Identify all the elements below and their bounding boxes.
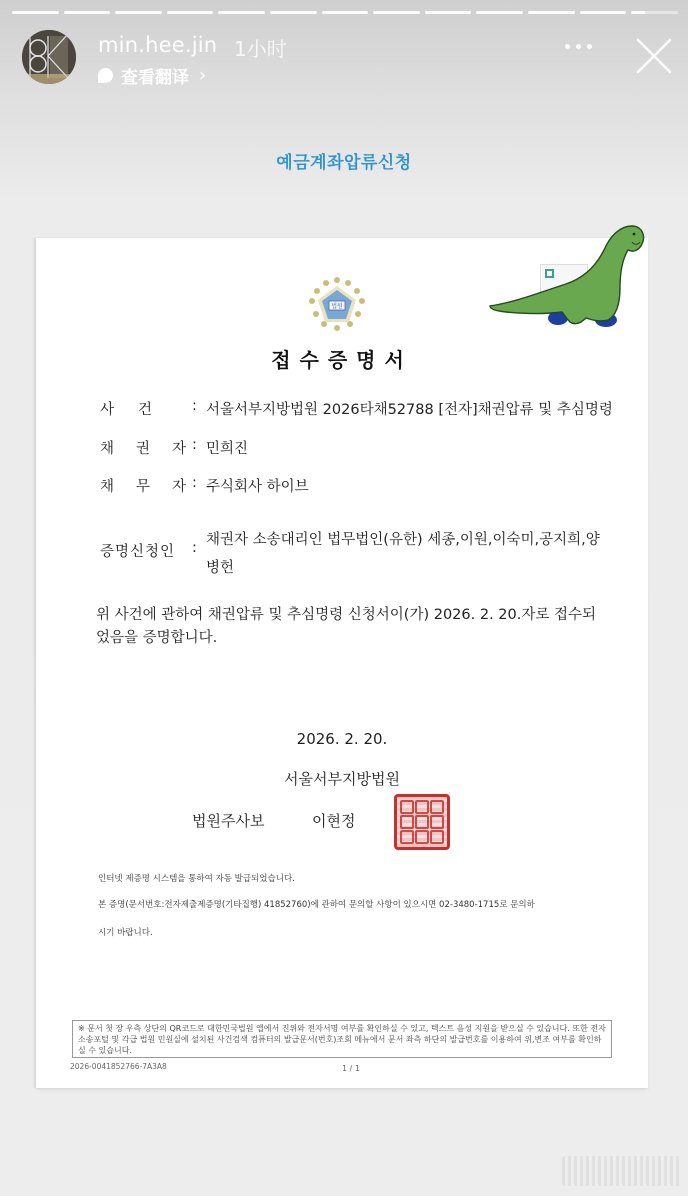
field-creditor bbox=[100, 437, 248, 458]
progress-segment bbox=[631, 11, 678, 14]
post-time: 1小时 bbox=[234, 37, 287, 61]
colon: : bbox=[192, 540, 197, 556]
chevron-right-icon: › bbox=[199, 65, 207, 86]
progress-segment bbox=[64, 11, 111, 14]
see-translation-button[interactable] bbox=[98, 63, 206, 88]
notice-line: 인터넷 제증명 시스템을 통하여 자동 발급되었습니다. bbox=[98, 874, 295, 884]
progress-segment bbox=[12, 11, 59, 14]
story-progress-bar bbox=[12, 11, 678, 15]
notice-line: 본 증명(문서번호:전자제출제증명(기타집행) 41852760)에 관하여 문의할 사항이 있으시면 02-3480-1715로 문의하 bbox=[98, 900, 535, 910]
colon: : bbox=[192, 437, 197, 453]
field-label: 사 건 bbox=[100, 402, 152, 418]
court-name: 서울서부지방법원 bbox=[284, 770, 400, 788]
progress-segment bbox=[528, 11, 575, 14]
field-value-debtor: 주식회사 하이브 bbox=[206, 479, 309, 495]
clerk-role: 법원주사보 bbox=[192, 812, 265, 830]
avatar[interactable] bbox=[22, 30, 76, 84]
field-label: 채 권 자 bbox=[100, 441, 186, 457]
certificate-title: 접수증명서 bbox=[271, 348, 413, 372]
colon: : bbox=[192, 398, 197, 414]
field-case bbox=[100, 398, 613, 419]
certification-statement: 위 사건에 관하여 채권압류 및 추심명령 신청서이(가) 2026. 2. 20.자로 접수되었음을 증명합니다. bbox=[96, 607, 596, 646]
avatar-image-icon bbox=[22, 30, 76, 84]
more-dot-icon bbox=[565, 44, 570, 49]
certificate-document bbox=[36, 238, 648, 1088]
colon: : bbox=[192, 475, 197, 491]
court-seal-icon bbox=[394, 794, 450, 850]
progress-segment bbox=[270, 11, 317, 14]
more-dot-icon bbox=[576, 44, 581, 49]
progress-segment bbox=[167, 11, 214, 14]
court-emblem-icon bbox=[308, 276, 366, 332]
progress-segment bbox=[322, 11, 369, 14]
progress-segment bbox=[580, 11, 627, 14]
field-debtor bbox=[100, 475, 309, 496]
svg-text:법원: 법원 bbox=[331, 303, 343, 310]
watermark bbox=[562, 1156, 682, 1186]
more-options-button[interactable] bbox=[565, 44, 592, 49]
notice-line: 시기 바랍니다. bbox=[98, 928, 153, 938]
verification-notice-box: ※ 문서 첫 장 우측 상단의 QR코드로 대한민국법원 앱에서 진위와 전자서명 여부를 확인하실 수 있고, 텍스트 음성 지원을 받으실 수 있습니다. 또한 전자소송포털 및 각급 법원 민원실에 설치된 사건검색 컴퓨터의 발급문서(번호)조회 메뉴에서 문서 좌측 하단의 발급번호를 이용하여 위,변조 여부를 확인하실 수 있습니다. bbox=[72, 1020, 612, 1058]
page-number: 1 / 1 bbox=[342, 1064, 360, 1073]
progress-segment bbox=[115, 11, 162, 14]
story-caption: 예금계좌압류신청 bbox=[276, 153, 412, 173]
more-dot-icon bbox=[587, 44, 592, 49]
field-applicant bbox=[100, 526, 600, 582]
username[interactable]: min.hee.jin bbox=[98, 33, 218, 57]
field-value-applicant: 채권자 소송대리인 법무법인(유한) 세종,이원,이숙미,공지희,양병헌 bbox=[206, 532, 600, 576]
field-label: 증명신청인 bbox=[100, 544, 176, 560]
field-value-creditor: 민희진 bbox=[206, 441, 249, 457]
see-translation-label: 查看翻译 bbox=[121, 68, 189, 88]
clerk-name: 이현정 bbox=[312, 812, 356, 830]
progress-segment bbox=[373, 11, 420, 14]
field-value-case: 서울서부지방법원 2026타채52788 [전자]채권압류 및 추심명령 bbox=[206, 402, 613, 418]
progress-segment bbox=[218, 11, 265, 14]
story-header bbox=[20, 28, 674, 88]
issue-date: 2026. 2. 20. bbox=[296, 730, 388, 748]
close-icon[interactable] bbox=[634, 36, 674, 76]
progress-segment bbox=[425, 11, 472, 14]
translate-bubble-icon bbox=[98, 68, 113, 83]
progress-segment bbox=[476, 11, 523, 14]
field-label: 채 무 자 bbox=[100, 479, 186, 495]
dinosaur-sticker-icon bbox=[486, 222, 648, 344]
document-number: 2026-0041852766-7A3A8 bbox=[70, 1062, 167, 1071]
